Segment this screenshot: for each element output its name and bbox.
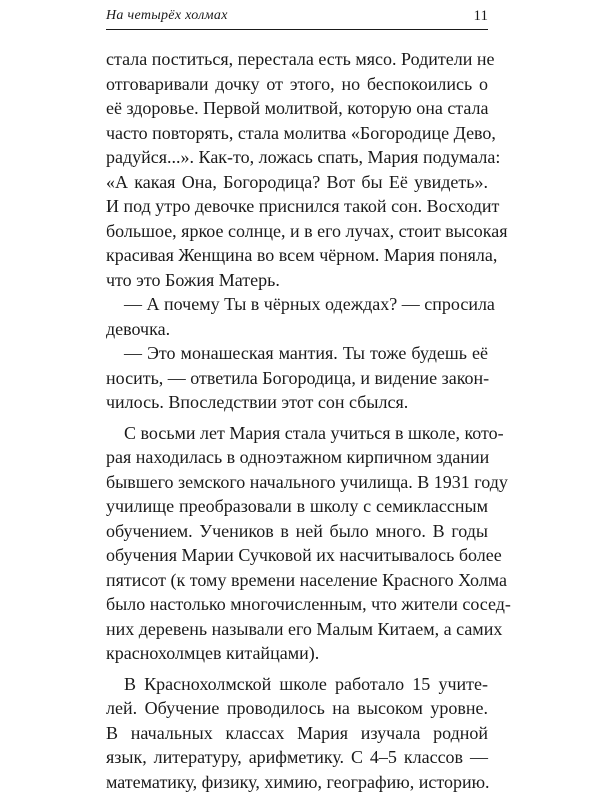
text-line: бывшего земского начального училища. В 1931 году [106,470,488,495]
running-title: На четырёх холмах [106,8,228,24]
text-line: — Это монашеская мантия. Ты тоже будешь её [106,341,488,366]
text-line: часто повторять, стала молитва «Богородице Дево, [106,121,488,146]
text-line: девочка. [106,317,488,342]
text-line: было настолько многочисленным, что жители сосед- [106,592,488,617]
text-line: «А какая Она, Богородица? Вот бы Её увидеть». [106,170,488,195]
text-line: большое, яркое солнце, и в его лучах, стоит высокая [106,219,488,244]
text-line: носить, — ответила Богородица, и видение закон- [106,366,488,391]
body-text [106,47,488,794]
text-line: математику, физику, химию, географию, историю. [106,770,488,794]
paragraph [106,672,488,794]
paragraph [106,292,488,341]
text-line: что это Божия Матерь. [106,268,488,293]
text-line: училище преобразовали в школу с семиклассным [106,494,488,519]
text-line: лей. Обучение проводилось на высоком уровне. [106,696,488,721]
text-line: С восьми лет Мария стала учиться в школе, кото- [106,421,488,446]
text-line: — А почему Ты в чёрных одеждах? — спросила [106,292,488,317]
page-number: 11 [474,8,488,25]
paragraph [106,341,488,415]
text-line: язык, литературу, арифметику. С 4–5 классов — [106,745,488,770]
text-line: В Краснохолмской школе работало 15 учите- [106,672,488,697]
text-line: стала поститься, перестала есть мясо. Родители не [106,47,488,72]
text-line: пятисот (к тому времени население Красного Холма [106,568,488,593]
text-line: обучением. Учеников в ней было много. В годы [106,519,488,544]
header-rule [106,29,488,30]
paragraph [106,421,488,666]
text-line: обучения Марии Сучковой их насчитывалось более [106,543,488,568]
text-line: краснохолмцев китайцами). [106,641,488,666]
text-line: её здоровье. Первой молитвой, которую она стала [106,96,488,121]
text-line: В начальных классах Мария изучала родной [106,721,488,746]
text-line: радуйся...». Как-то, ложась спать, Мария подумала: [106,145,488,170]
text-line: чилось. Впоследствии этот сон сбылся. [106,390,488,415]
running-head [106,8,488,30]
text-line: красивая Женщина во всем чёрном. Мария поняла, [106,243,488,268]
text-line: рая находилась в одноэтажном кирпичном здании [106,445,488,470]
text-line: И под утро девочке приснился такой сон. Восходит [106,194,488,219]
paragraph [106,47,488,292]
text-line: отговаривали дочку от этого, но беспокоились о [106,72,488,97]
text-line: них деревень называли его Малым Китаем, а самих [106,617,488,642]
